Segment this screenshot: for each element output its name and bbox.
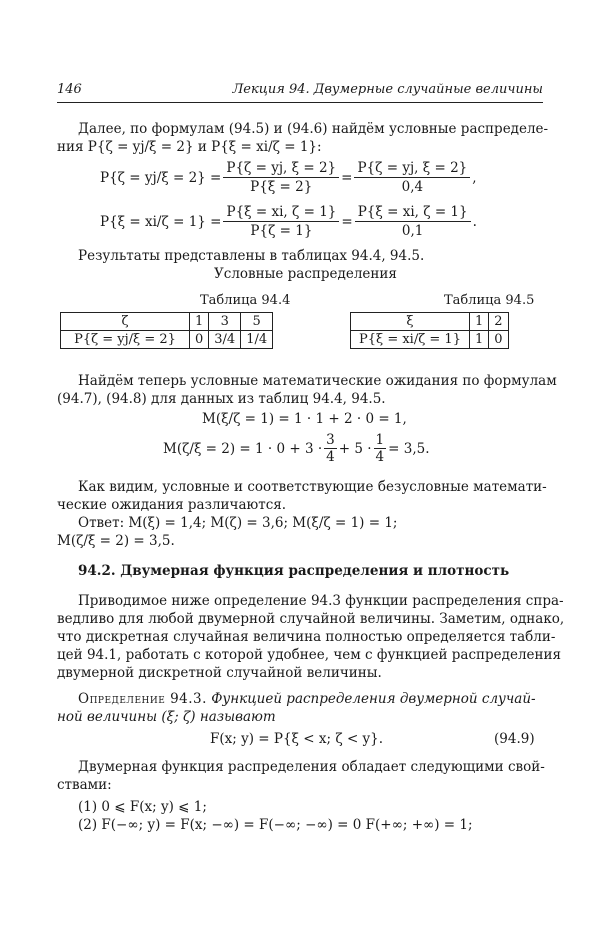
definition-line-1 [78,690,536,708]
paragraph-line-3: что дискретная случайная величина полностью определяется табли- [57,629,556,645]
expectation-intro-1: Найдём теперь условные математические ожидания по формулам [78,373,557,389]
eq2-numerator-2: P{ξ = xi, ζ = 1} [355,204,471,222]
table-cell: 1 [470,313,489,331]
tables-title: Условные распределения [214,266,397,282]
conclusion-line-2: ческие ожидания различаются. [57,497,287,513]
table-cell: P{ξ = xi/ζ = 1} [351,331,470,349]
table-cell: ξ [351,313,470,331]
eq2-denominator-1: P{ζ = 1} [250,223,313,239]
equation-expectation-xi: M(ξ/ζ = 1) = 1 · 1 + 2 · 0 = 1, [202,411,407,427]
formula-number: (94.9) [494,731,535,747]
table-94-5 [350,312,509,349]
definition-text: Функцией распределения двумерной случай- [211,691,536,707]
expectation-intro-2: (94.7), (94.8) для данных из таблиц 94.4, 94.5. [57,391,386,407]
table-cell: 1 [190,313,209,331]
running-title: Лекция 94. Двумерные случайные величины [232,82,543,97]
table-94-5-caption: Таблица 94.5 [444,293,535,308]
property-item-2: (2) F(−∞; y) = F(x; −∞) = F(−∞; −∞) = 0 F(+∞; +∞) = 1; [78,817,473,833]
eq1-lhs: P{ζ = yj/ξ = 2} = [100,169,222,186]
table-cell: 2 [489,313,508,331]
table-cell: 1 [470,331,489,349]
table-row [351,313,509,331]
definition-formula: F(x; y) = P{ξ < x; ζ < y}. [210,731,384,747]
eq2-denominator-2: 0,1 [401,223,424,239]
answer-line-2: M(ζ/ξ = 2) = 3,5. [57,533,175,549]
equation-expectation-zeta: M(ζ/ξ = 2) = 1 · 0 + 3 · $\frac{3}{4}$ + 5 · $\frac{1}{4}$ = 3,5. [163,432,430,465]
eq2-numerator-1: P{ξ = xi, ζ = 1} [223,204,339,222]
table-cell: ζ [61,313,190,331]
eq2-fraction-2 [355,204,471,239]
answer-line: Ответ: M(ξ) = 1,4; M(ζ) = 3,6; M(ξ/ζ = 1) = 1; [78,515,398,531]
paragraph-line-4: цей 94.1, работать с которой удобнее, чем с функцией распределения [57,647,562,663]
intro-line-2: ния P{ζ = yj/ξ = 2} и P{ξ = xi/ζ = 1}: [57,139,322,155]
paragraph-line-5: двумерной дискретной случайной величины. [57,665,382,681]
definition-line-2: ной величины (ξ; ζ) называют [57,709,276,725]
table-row [61,331,273,349]
properties-line-1: Двумерная функция распределения обладает следующими свой- [78,759,545,775]
table-cell: 0 [489,331,508,349]
equation-conditional-xi: P{ξ = xi/ζ = 1} = $\frac{P\{\xi = xi, \zeta = 1\}}{P\{\zeta = 1\}}$ = $\frac{P\{\xi = xi, \zeta = 1\}}{0,1}$ . [100,204,477,239]
table-cell: 0 [190,331,209,349]
eq2-fraction-1 [223,204,339,239]
paragraph-line-1: Приводимое ниже определение 94.3 функции распределения спра- [78,593,564,609]
table-94-4 [60,312,273,349]
conclusion-line-1: Как видим, условные и соответствующие безусловные математи- [78,479,547,495]
definition-label: Определение 94.3. [78,691,207,707]
fraction-3-4: $\frac{3}{4}$ [326,432,335,465]
table-cell: P{ζ = yj/ξ = 2} [61,331,190,349]
paragraph-line-2: ведливо для любой двумерной случайной величины. Заметим, однако, [57,611,565,627]
table-row [61,313,273,331]
eq1-numerator-1: P{ζ = yj, ξ = 2} [223,160,339,178]
equation-conditional-zeta: P{ζ = yj/ξ = 2} = $\frac{P\{\zeta = yj, \xi = 2\}}{P\{\xi = 2\}}$ = $\frac{P\{\zeta = yj, \xi = 2\}}{0,4}$ , [100,160,477,195]
results-line: Результаты представлены в таблицах 94.4, 94.5. [78,248,425,264]
table-cell: 5 [241,313,273,331]
fraction-1-4: $\frac{1}{4}$ [375,432,385,465]
section-heading: 94.2. Двумерная функция распределения и плотность [78,563,510,579]
table-cell: 1/4 [241,331,273,349]
eq1-denominator-2: 0,4 [401,179,424,195]
eq1-fraction-1 [223,160,339,195]
page-number: 146 [57,82,82,97]
eq1-numerator-2: P{ζ = yj, ξ = 2} [354,160,470,178]
running-header [57,82,543,103]
properties-line-2: ствами: [57,777,112,793]
property-item-1: (1) 0 ⩽ F(x; y) ⩽ 1; [78,799,207,815]
intro-line-1: Далее, по формулам (94.5) и (94.6) найдём условные распределе- [78,121,549,137]
table-cell: 3/4 [209,331,241,349]
eq2-lhs: P{ξ = xi/ζ = 1} = [100,213,222,230]
eq1-denominator-1: P{ξ = 2} [250,179,313,195]
table-94-4-caption: Таблица 94.4 [200,293,291,308]
table-row [351,331,509,349]
table-cell: 3 [209,313,241,331]
eq1-fraction-2 [354,160,470,195]
